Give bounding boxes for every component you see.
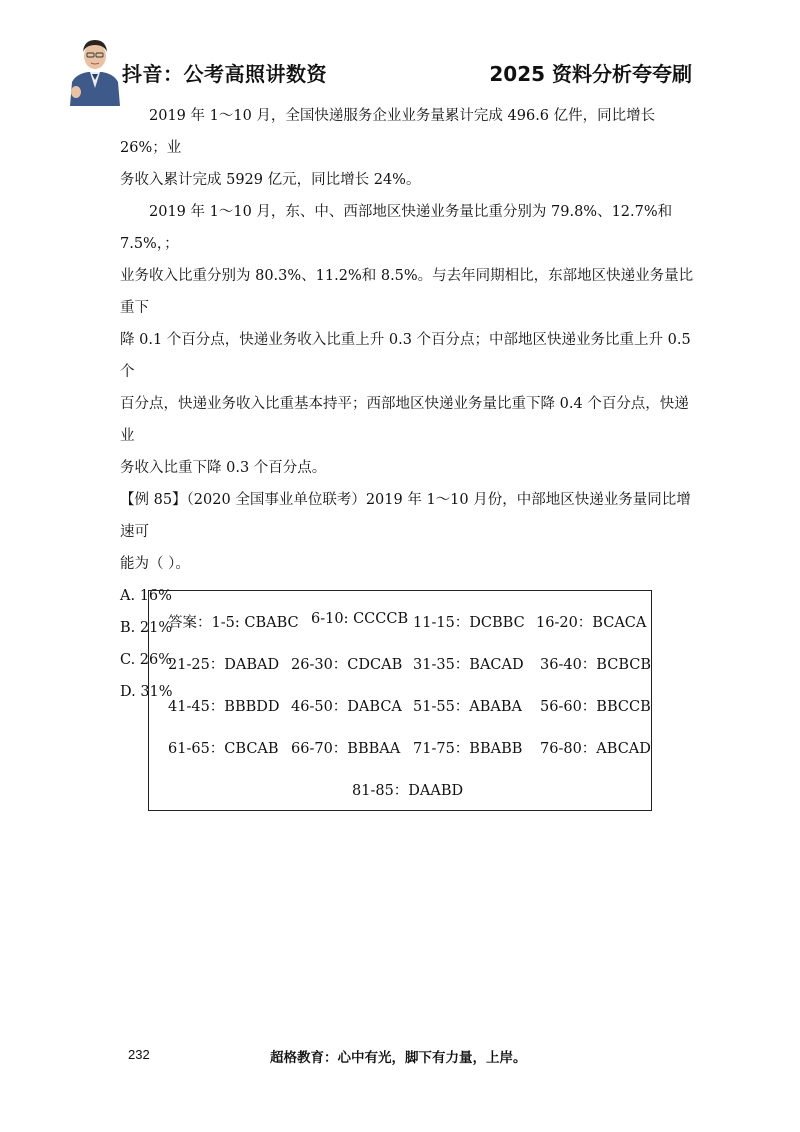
footer-slogan: 超格教育：心中有光，脚下有力量，上岸。 — [270, 1050, 527, 1066]
page-number: 232 — [128, 1047, 150, 1062]
passage-line: 务收入比重下降 0.3 个百分点。 — [120, 460, 327, 476]
passage-line: 百分点，快递业务收入比重基本持平；西部地区快递业务量比重下降 0.4 个百分点，快递业 — [120, 396, 689, 444]
answer-cell: 21-25：DABAD — [168, 657, 280, 673]
answer-cell: 41-45：BBBDD — [168, 699, 280, 715]
answer-cell: 81-85：DAABD — [352, 783, 464, 799]
answer-cell: 66-70：BBBAA — [291, 741, 401, 757]
passage-line: 2019 年 1～10 月，东、中、西部地区快递业务量比重分别为 79.8%、12.7%和 7.5%，； — [120, 204, 673, 252]
answer-key-box — [148, 590, 652, 811]
answer-row — [149, 737, 651, 757]
passage-line: 务收入累计完成 5929 亿元，同比增长 24%。 — [120, 172, 421, 188]
option-d: D. 31% — [120, 684, 173, 700]
question-stem: 能为（ ）。 — [120, 556, 190, 572]
passage-line: 2019 年 1～10 月，全国快递服务企业业务量累计完成 496.6 亿件，同比增长 26%；业 — [120, 108, 656, 156]
answer-cell: 51-55：ABABA — [413, 699, 523, 715]
answer-cell: 61-65：CBCAB — [168, 741, 279, 757]
passage-line: 降 0.1 个百分点，快递业务收入比重上升 0.3 个百分点；中部地区快递业务比重上升 0.5 个 — [120, 332, 691, 380]
header-channel-title: 抖音：公考高照讲数资 — [122, 62, 327, 86]
answer-cell: 11-15：DCBBC — [413, 615, 525, 631]
question-stem: 【例 85】（2020 全国事业单位联考）2019 年 1～10 月份，中部地区快递业务量同比增速可 — [120, 492, 691, 540]
answer-cell: 16-20：BCACA — [536, 615, 647, 631]
answer-cell: 46-50：DABCA — [291, 699, 402, 715]
answer-cell: 71-75：BBABB — [413, 741, 523, 757]
passage-line: 业务收入比重分别为 80.3%、11.2%和 8.5%。与去年同期相比，东部地区快递业务量比重下 — [120, 268, 694, 316]
answer-cell: 31-35：BACAD — [413, 657, 524, 673]
presenter-avatar — [66, 30, 124, 106]
header-book-title: 2025 资料分析夸夸刷 — [489, 62, 692, 86]
answer-row — [149, 611, 651, 631]
answer-row — [149, 653, 651, 673]
answer-row — [149, 779, 651, 799]
answer-row — [149, 695, 651, 715]
option-a: A. 16% — [120, 588, 172, 604]
answer-cell: 76-80：ABCAD — [540, 741, 651, 757]
option-c: C. 26% — [120, 652, 173, 668]
answer-cell: 答案：1-5: CBABC — [168, 615, 299, 631]
answer-cell: 26-30：CDCAB — [291, 657, 403, 673]
answer-cell: 56-60：BBCCB — [540, 699, 651, 715]
option-b: B. 21% — [120, 620, 173, 636]
answer-cell: 36-40：BCBCB — [540, 657, 651, 673]
answer-cell: 6-10: CCCCB — [311, 611, 409, 627]
